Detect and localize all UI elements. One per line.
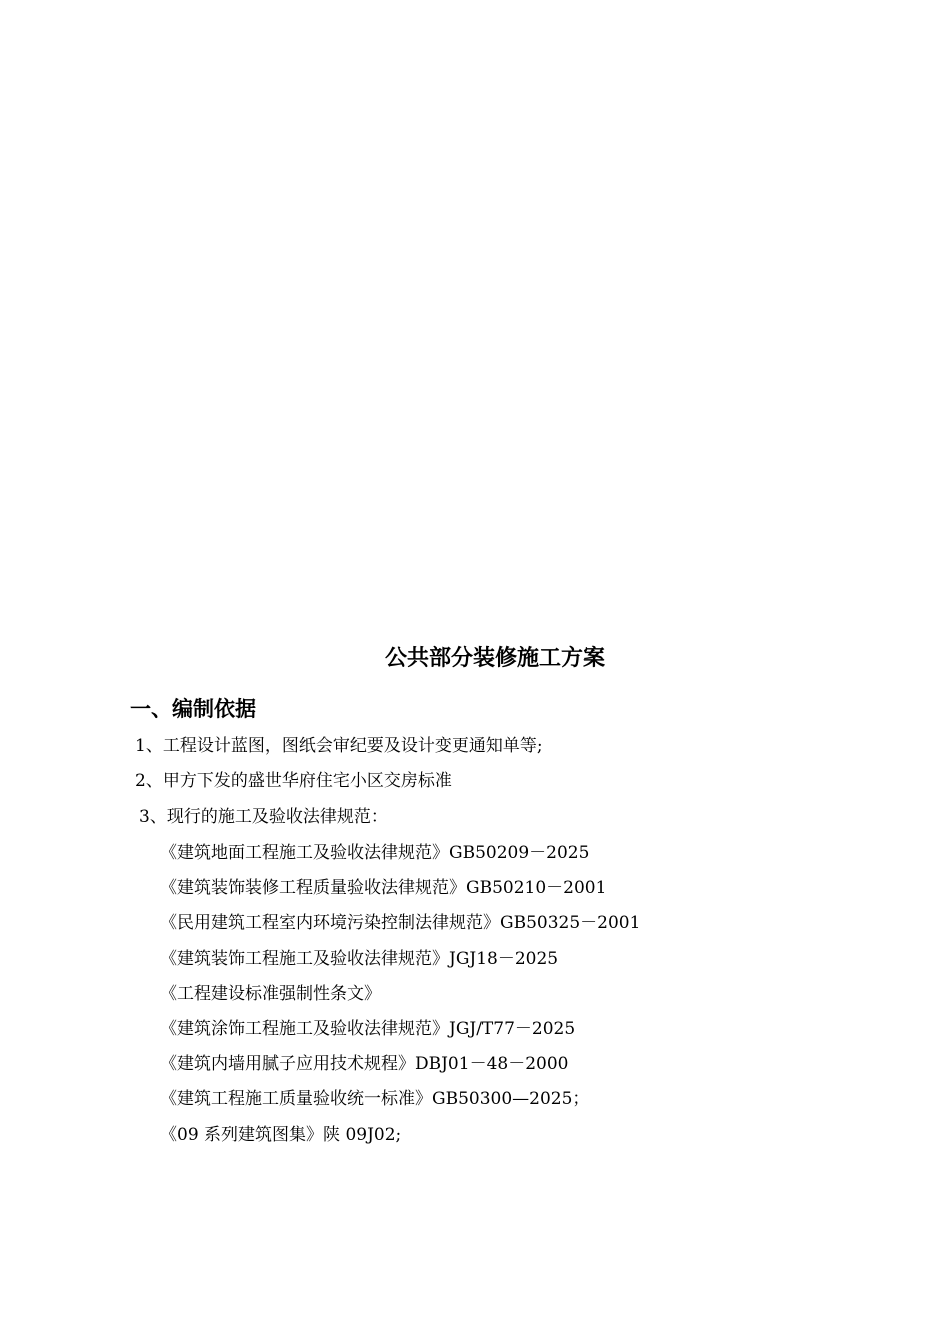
basis-item: 3、现行的施工及验收法律规范： bbox=[139, 807, 388, 827]
standard-item: 《建筑装饰装修工程质量验收法律规范》GB50210－2001 bbox=[160, 878, 607, 898]
document-title: 公共部分装修施工方案 bbox=[384, 646, 605, 671]
standard-item: 《工程建设标准强制性条文》 bbox=[160, 984, 381, 1004]
basis-item: 2、甲方下发的盛世华府住宅小区交房标准 bbox=[135, 771, 452, 791]
section-heading: 一、编制依据 bbox=[130, 697, 256, 721]
standard-item: 《09 系列建筑图集》陕 09J02; bbox=[160, 1125, 402, 1145]
standard-item: 《民用建筑工程室内环境污染控制法律规范》GB50325－2001 bbox=[160, 913, 641, 933]
standard-item: 《建筑内墙用腻子应用技术规程》DBJ01－48－2000 bbox=[160, 1054, 569, 1074]
standard-item: 《建筑地面工程施工及验收法律规范》GB50209－2025 bbox=[160, 843, 590, 863]
basis-item: 1、工程设计蓝图，图纸会审纪要及设计变更通知单等; bbox=[135, 736, 543, 756]
standard-item: 《建筑工程施工质量验收统一标准》GB50300—2025； bbox=[160, 1089, 590, 1109]
standard-item: 《建筑涂饰工程施工及验收法律规范》JGJ/T77－2025 bbox=[160, 1019, 576, 1039]
standard-item: 《建筑装饰工程施工及验收法律规范》JGJ18－2025 bbox=[160, 949, 559, 969]
